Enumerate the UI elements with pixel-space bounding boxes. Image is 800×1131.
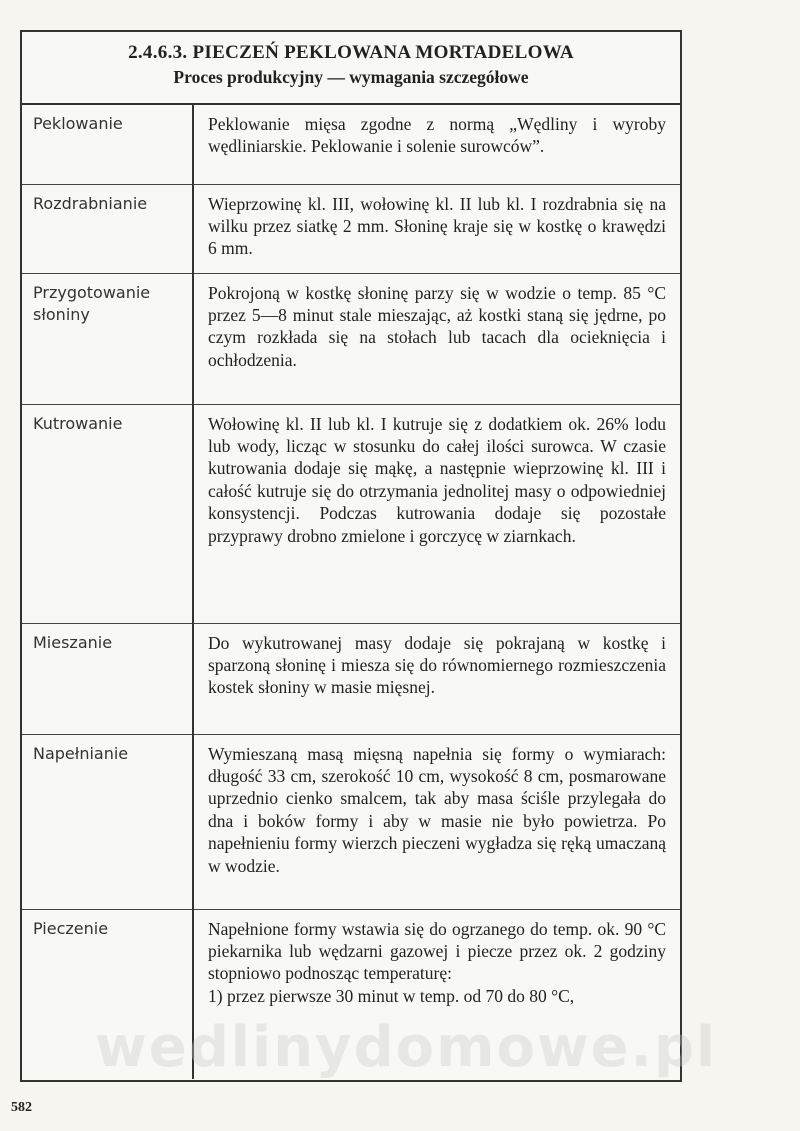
table-row (22, 105, 680, 184)
step-description: Wołowinę kl. II lub kl. I kutruje się z dodatkiem ok. 26% lodu lub wody, licząc w stosunku do całej ilości surowca. W czasie kutrowania dodaje się mąkę, a następnie wieprzowinę kl. III i całość kutruje się do otrzymania jednolitej masy o odpowiedniej konsystencji. Podczas kutrowania dodaje się pozostałe przyprawy drobno zmielone i gorczycę w ziarnkach. (193, 404, 680, 623)
step-description-item: 1) przez pierwsze 30 minut w temp. od 70 do 80 °C, (208, 985, 575, 1006)
step-description: Peklowanie mięsa zgodne z normą „Wędliny i wyroby wędliniarskie. Peklowanie i solenie surowców”. (208, 114, 666, 157)
table-row (22, 184, 680, 273)
step-label: Pieczenie (22, 909, 193, 1079)
table-row (22, 623, 680, 734)
step-description (193, 909, 680, 1079)
step-label: Przygotowanie słoniny (22, 273, 193, 404)
table-row (22, 404, 680, 623)
document-subtitle: Proces produkcyjny — wymagania szczegółowe (173, 67, 529, 87)
step-label: Napełnianie (22, 734, 193, 909)
step-label: Mieszanie (22, 623, 193, 734)
step-description: Wymieszaną masą mięsną napełnia się formy o wymiarach: długość 33 cm, szerokość 10 cm, wysokość 8 cm, posmarowane uprzednio cienko smalcem, tak aby masa ściśle przylegała do dna i boków formy i aby w masie nie było powietrza. Po napełnieniu formy wierzch pieczeni wygładza się ręką umaczaną w wodzie. (193, 734, 680, 909)
step-label: Rozdrabnianie (22, 184, 193, 273)
document-page (20, 30, 682, 1082)
table-row (22, 734, 680, 909)
process-table (22, 105, 680, 1079)
step-description: Wieprzowinę kl. III, wołowinę kl. II lub kl. I rozdrabnia się na wilku przez siatkę 2 mm. Słoninę kraje się w kostkę o krawędzi 6 mm. (193, 184, 680, 273)
step-description-paragraph: Napełnione formy wstawia się do ogrzanego do temp. ok. 90 °C piekarnika lub wędzarni gazowej i piecze przez ok. 2 godziny stopniowo podnosząc temperaturę: (208, 918, 666, 984)
step-label: Kutrowanie (22, 404, 193, 623)
page-number: 582 (11, 1100, 32, 1115)
step-description: Do wykutrowanej masy dodaje się pokrajaną w kostkę i sparzoną słoninę i miesza się do równomiernego rozmieszczenia kostek słoniny w masie mięsnej. (193, 623, 680, 734)
step-label: Peklowanie (22, 105, 193, 184)
document-header (22, 32, 680, 105)
document-title: 2.4.6.3. PIECZEŃ PEKLOWANA MORTADELOWA (128, 42, 574, 63)
table-row (22, 909, 680, 1079)
watermark: wedlinydomowe.pl (95, 1015, 718, 1080)
step-description: Pokrojoną w kostkę słoninę parzy się w wodzie o temp. 85 °C przez 5—8 minut stale mieszając, aż kostki staną się jędrne, po czym rozkłada się na stołach lub tacach dla ocieknięcia i ochłodzenia. (193, 273, 680, 404)
table-row (22, 273, 680, 404)
